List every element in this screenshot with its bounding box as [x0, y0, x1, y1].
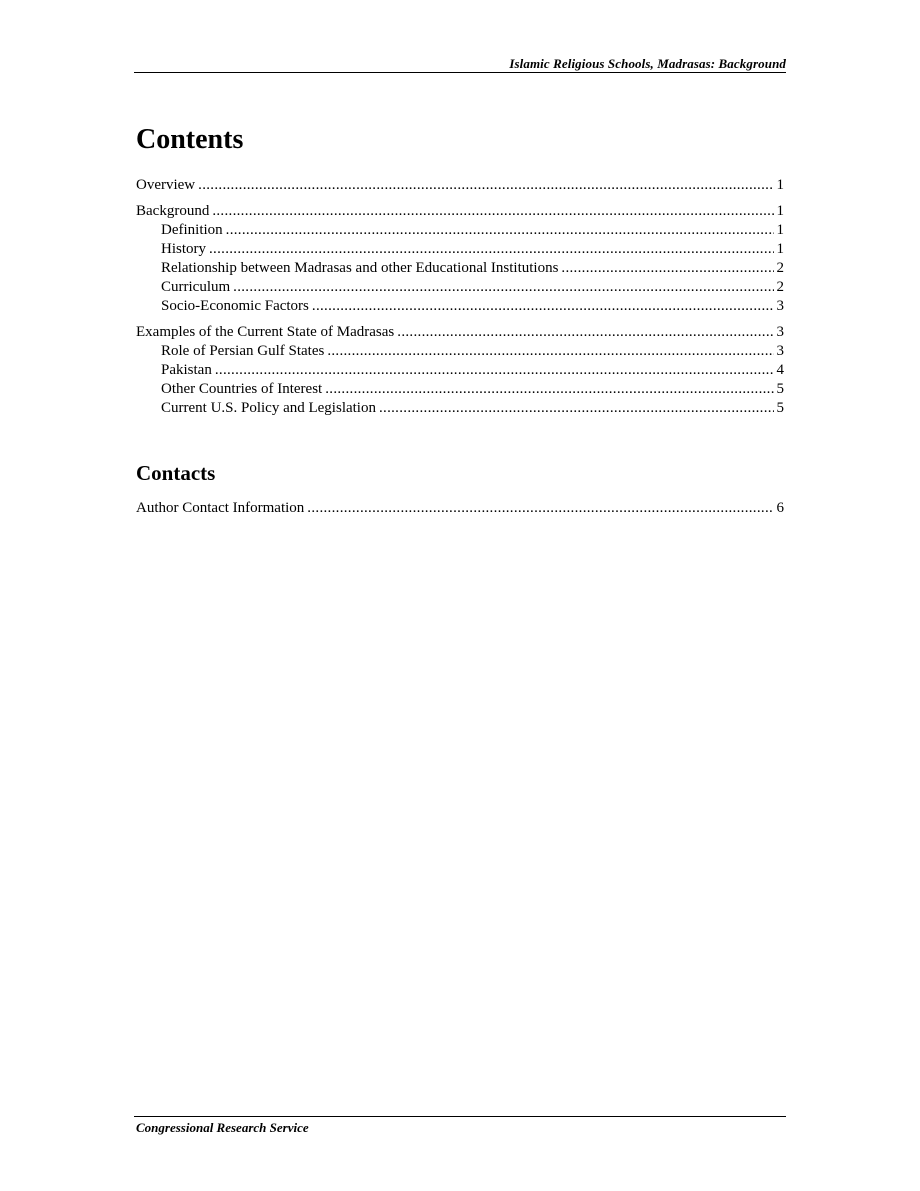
- toc-entry-page: 5: [776, 381, 784, 397]
- dot-leader: [233, 278, 773, 297]
- toc-entry-title: Role of Persian Gulf States: [161, 343, 325, 359]
- table-of-contents: [136, 176, 784, 418]
- contents-heading: Contents: [136, 124, 244, 155]
- toc-entry-curriculum[interactable]: [136, 278, 784, 297]
- toc-entry-page: 3: [776, 324, 784, 340]
- toc-entry-title: Examples of the Current State of Madrasas: [136, 324, 395, 340]
- dot-leader: [397, 323, 773, 342]
- contacts-list: [136, 499, 784, 518]
- toc-entry-background[interactable]: [136, 202, 784, 221]
- toc-entry-persian-gulf[interactable]: [136, 342, 784, 361]
- dot-leader: [312, 297, 774, 316]
- toc-entry-title: History: [161, 241, 206, 257]
- dot-leader: [215, 361, 774, 380]
- toc-entry-title: Author Contact Information: [136, 500, 305, 516]
- toc-entry-page: 1: [776, 222, 784, 238]
- toc-entry-us-policy[interactable]: [136, 399, 784, 418]
- toc-entry-page: 3: [776, 298, 784, 314]
- dot-leader: [226, 221, 774, 240]
- toc-entry-title: Relationship between Madrasas and other Educational Institutions: [161, 260, 559, 276]
- toc-entry-title: Socio-Economic Factors: [161, 298, 309, 314]
- toc-entry-title: Other Countries of Interest: [161, 381, 323, 397]
- toc-entry-page: 1: [776, 203, 784, 219]
- toc-entry-page: 1: [776, 177, 784, 193]
- toc-entry-title: Current U.S. Policy and Legislation: [161, 400, 376, 416]
- dot-leader: [198, 176, 773, 195]
- toc-entry-title: Background: [136, 203, 210, 219]
- dot-leader: [561, 259, 773, 278]
- toc-entry-definition[interactable]: [136, 221, 784, 240]
- dot-leader: [209, 240, 774, 259]
- toc-entry-history[interactable]: [136, 240, 784, 259]
- toc-entry-page: 6: [776, 500, 784, 516]
- toc-entry-author-contact[interactable]: [136, 499, 784, 518]
- dot-leader: [379, 399, 774, 418]
- toc-entry-page: 2: [776, 260, 784, 276]
- toc-entry-relationship[interactable]: [136, 259, 784, 278]
- dot-leader: [325, 380, 773, 399]
- running-header: Islamic Religious Schools, Madrasas: Background: [509, 56, 786, 71]
- toc-entry-socio-economic[interactable]: [136, 297, 784, 316]
- toc-entry-pakistan[interactable]: [136, 361, 784, 380]
- toc-entry-page: 5: [776, 400, 784, 416]
- toc-entry-title: Definition: [161, 222, 223, 238]
- toc-entry-title: Curriculum: [161, 279, 231, 295]
- toc-entry-page: 4: [776, 362, 784, 378]
- contacts-heading: Contacts: [136, 461, 216, 485]
- dot-leader: [212, 202, 773, 221]
- toc-entry-examples[interactable]: [136, 323, 784, 342]
- dot-leader: [307, 499, 773, 518]
- toc-entry-title: Pakistan: [161, 362, 212, 378]
- running-footer: Congressional Research Service: [136, 1120, 309, 1135]
- toc-entry-page: 1: [776, 241, 784, 257]
- header-rule: [134, 72, 786, 73]
- toc-entry-title: Overview: [136, 177, 196, 193]
- toc-entry-other-countries[interactable]: [136, 380, 784, 399]
- toc-entry-page: 2: [776, 279, 784, 295]
- toc-entry-overview[interactable]: [136, 176, 784, 195]
- footer-rule: [134, 1116, 786, 1117]
- toc-entry-page: 3: [776, 343, 784, 359]
- dot-leader: [327, 342, 773, 361]
